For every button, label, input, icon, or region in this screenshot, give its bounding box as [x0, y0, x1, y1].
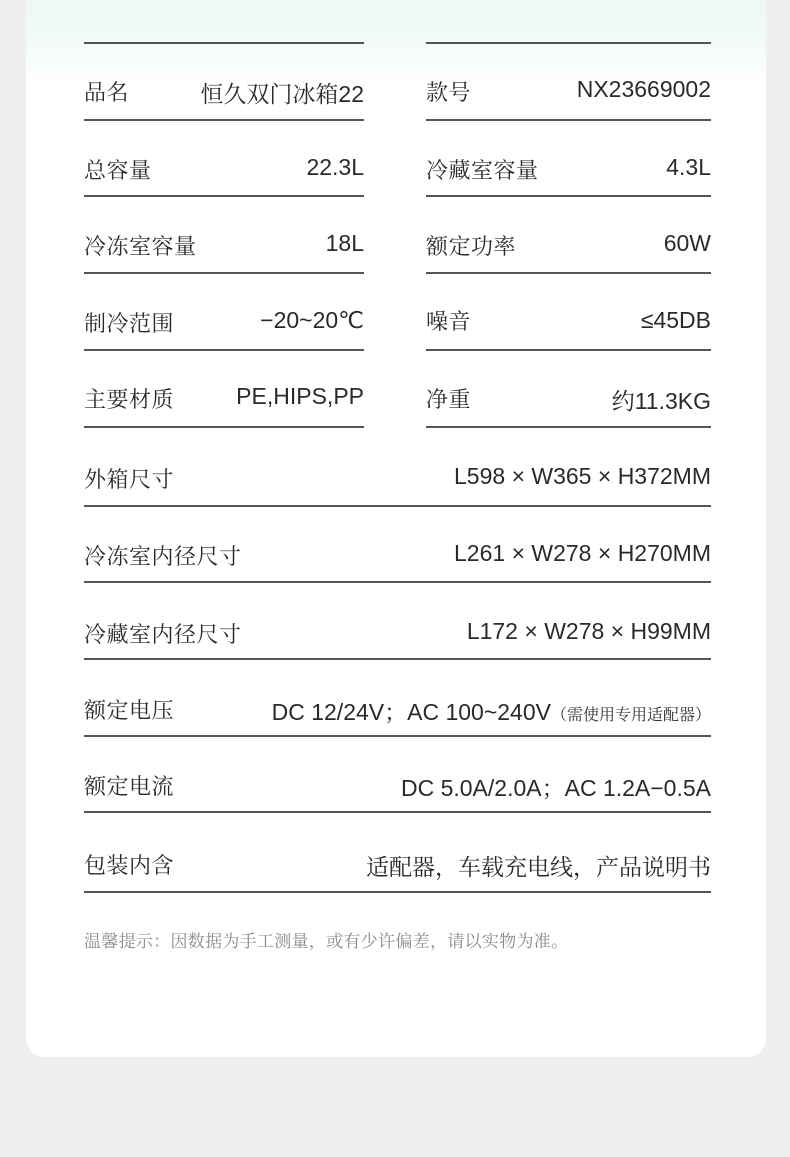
spec-value: DC 5.0A/2.0A；AC 1.2A−0.5A [400, 775, 711, 801]
spec-cell-left [84, 351, 364, 428]
spec-label: 冷冻室内径尺寸 [84, 544, 242, 569]
spec-value: L598 × W365 × H372MM [454, 463, 711, 489]
spec-label: 品名 [84, 80, 130, 105]
spec-label: 冷藏室容量 [426, 158, 539, 183]
spec-value: 4.3L [666, 154, 711, 180]
spec-label: 主要材质 [84, 387, 175, 412]
spec-cell-left [84, 121, 364, 197]
spec-label: 额定电流 [84, 774, 175, 799]
spec-value: ≤45DB [640, 307, 711, 333]
spec-value: PE,HIPS,PP [236, 383, 364, 409]
spec-cell-full [84, 583, 711, 660]
spec-value: 适配器，车载充电线，产品说明书 [366, 854, 711, 880]
spec-value: 恒久双门冰箱22 [200, 81, 364, 107]
spec-label: 额定电压 [84, 698, 175, 723]
spec-cell-full [84, 737, 711, 813]
spec-value-main: DC 12/24V；AC 100~240V [271, 699, 551, 725]
spec-value: −20~20℃ [260, 307, 364, 333]
spec-row-full [84, 428, 711, 507]
spec-row-pair [84, 121, 711, 197]
spec-row-pair [84, 274, 711, 351]
spec-label: 额定功率 [426, 234, 517, 259]
spec-value: 18L [325, 230, 364, 256]
spec-value: 约11.3KG [611, 388, 711, 414]
spec-value: 60W [663, 230, 711, 256]
spec-row-full [84, 507, 711, 583]
spec-cell-left [84, 197, 364, 274]
spec-row-full [84, 660, 711, 737]
spec-row-full [84, 737, 711, 813]
spec-row-pair [84, 351, 711, 428]
spec-cell-right [426, 197, 711, 274]
spec-label: 制冷范围 [84, 311, 175, 336]
spec-cell-full [84, 813, 711, 893]
spec-label: 款号 [426, 80, 472, 105]
measurement-tip: 温馨提示：因数据为手工测量，或有少许偏差，请以实物为准。 [84, 932, 569, 951]
spec-label: 包装内含 [84, 853, 175, 878]
spec-value: 22.3L [306, 154, 364, 180]
spec-value: L261 × W278 × H270MM [454, 540, 711, 566]
spec-label: 噪音 [426, 309, 472, 334]
spec-value: L172 × W278 × H99MM [466, 618, 711, 644]
spec-value: NX23669002 [576, 76, 711, 102]
spec-row-pair [84, 44, 711, 121]
spec-row-full [84, 583, 711, 660]
spec-cell-left [84, 274, 364, 351]
spec-label: 外箱尺寸 [84, 467, 175, 492]
spec-cell-full [84, 507, 711, 583]
spec-label: 净重 [426, 387, 472, 412]
spec-cell-right [426, 351, 711, 428]
spec-cell-right [426, 274, 711, 351]
spec-value-note: （需使用专用适配器） [550, 707, 711, 724]
spec-cell-left [84, 44, 364, 121]
spec-cell-right [426, 44, 711, 121]
spec-cell-full [84, 428, 711, 507]
spec-row-full [84, 813, 711, 893]
spec-cell-full [84, 660, 711, 737]
spec-value [272, 694, 711, 727]
spec-label: 总容量 [84, 158, 152, 183]
spec-cell-right [426, 121, 711, 197]
spec-label: 冷藏室内径尺寸 [84, 622, 242, 647]
spec-row-pair [84, 197, 711, 274]
spec-label: 冷冻室容量 [84, 234, 197, 259]
